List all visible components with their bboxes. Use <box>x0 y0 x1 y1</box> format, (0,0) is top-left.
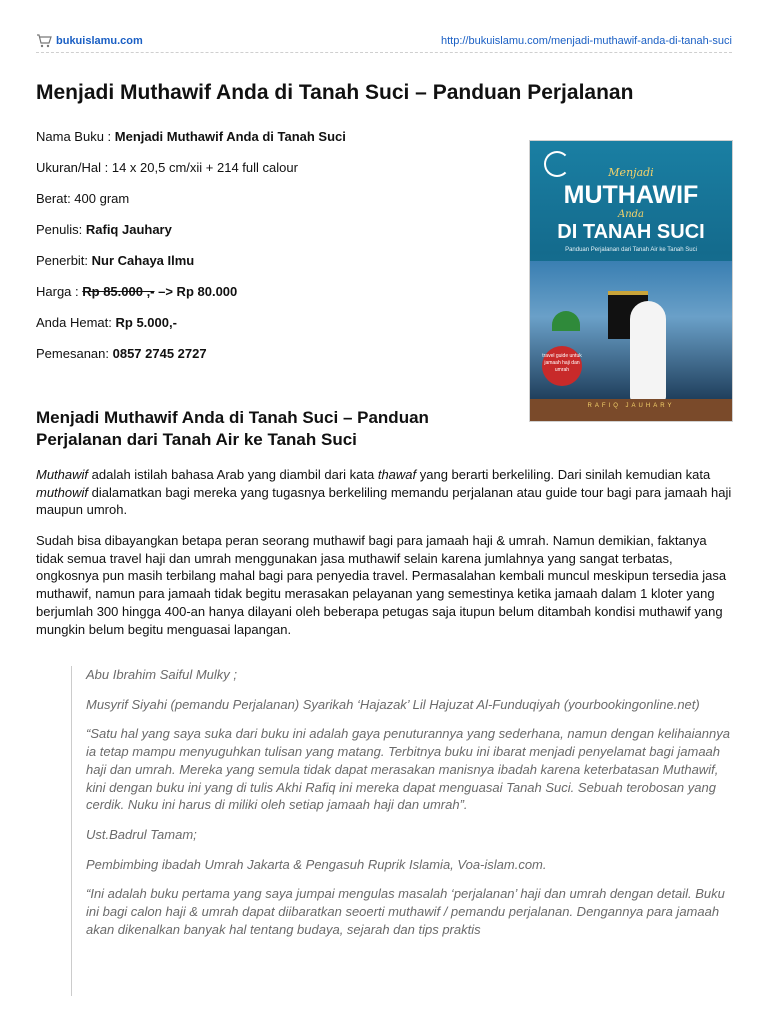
book-cover-image: Menjadi MUTHAWIF Anda DI TANAH SUCI Panduan Perjalanan dari Tanah Air ke Tanah Suci travel guide untuk jamaah haji dan umrah RAFIQ JAUHARY <box>529 140 733 422</box>
book-info <box>36 129 506 377</box>
quote-role-1: Musyrif Siyahi (pemandu Perjalanan) Syarikah ‘Hajazak’ Lil Hajuzat Al-Funduqiyah (yourbookingonline.net) <box>86 696 700 712</box>
site-name[interactable]: bukuislamu.com <box>56 35 143 47</box>
page-url-link[interactable]: http://bukuislamu.com/menjadi-muthawif-anda-di-tanah-suci <box>440 35 732 47</box>
old-price: Rp 85.000 ,- <box>82 284 155 299</box>
info-pemesanan: Pemesanan: 0857 2745 2727 <box>36 346 207 361</box>
quote-role-2: Pembimbing ibadah Umrah Jakarta & Pengasuh Ruprik Islamia, Voa-islam.com. <box>86 856 547 872</box>
info-penulis: Penulis: Rafiq Jauhary <box>36 222 172 237</box>
site-header <box>36 30 732 53</box>
testimonial-blockquote <box>71 666 731 996</box>
cart-icon <box>36 34 52 48</box>
new-price: –> Rp 80.000 <box>154 284 238 299</box>
quote-text-1: “Satu hal yang saya suka dari buku ini adalah gaya penuturannya yang sederhana, namun dengan kelihaiannya ia tetap mampu menyuguhkan tulisan yang matang. Terbitnya buku ini ibarat menjadi penyelamat bagi jamaah haji dan umrah. Mereka yang semula tidak dapat merasakan manisnya ibadah karena keterbatasan Muthawif, kini dengan buku ini yang di tulis Akhi Rafiq ini mereka dapat menguasai Tanah Suci. Sebuah terobosan yang cerdik. Nuku ini harus di miliki oleh setiap jamaah haji dan umrah”. <box>86 726 730 813</box>
quote-author-1: Abu Ibrahim Saiful Mulky ; <box>86 667 238 682</box>
mosque-dome-icon <box>552 311 580 331</box>
paragraph-2: Sudah bisa dibayangkan betapa peran seorang muthawif bagi para jamaah haji & umrah. Namun demikian, faktanya tidak semua travel haji dan umrah menggunakan jasa muthawif selain karena jumlahnya yang sangat terbatas, ongkosnya pun masih terbilang mahal bagi para penyedia travel. Permasalahan kembali muncul meskipun tersedia jasa muthawif, namun para jamaah tidak begitu merasakan pelayanan yang semestinya ketika jamaah dalam 1 kloter yang berjumlah 300 hingga 400-an hanya dilayani oleh beberapa petugas saja itupun belum ditambah kondisi muthawif yang mungkin belum begitu menguasai lapangan. <box>36 533 727 637</box>
info-nama: Nama Buku : Menjadi Muthawif Anda di Tanah Suci <box>36 129 346 144</box>
info-hemat: Anda Hemat: Rp 5.000,- <box>36 315 177 330</box>
site-brand[interactable] <box>36 34 143 48</box>
info-ukuran: Ukuran/Hal : 14 x 20,5 cm/xii + 214 full calour <box>36 160 298 175</box>
quote-author-2: Ust.Badrul Tamam; <box>86 826 197 842</box>
cover-badge: travel guide untuk jamaah haji dan umrah <box>542 346 582 386</box>
page-title: Menjadi Muthawif Anda di Tanah Suci – Panduan Perjalanan <box>36 81 634 104</box>
cover-author: RAFIQ JAUHARY <box>530 399 732 421</box>
info-harga: Harga : Rp 85.000 ,- –> Rp 80.000 <box>36 284 238 299</box>
section-heading: Menjadi Muthawif Anda di Tanah Suci – Panduan Perjalanan dari Tanah Air ke Tanah Suci <box>36 408 429 449</box>
pilgrim-figure-icon <box>630 301 666 401</box>
info-berat: Berat: 400 gram <box>36 191 130 206</box>
paragraph-1: Muthawif adalah istilah bahasa Arab yang diambil dari kata thawaf yang berarti berkeliling. Dari sinilah kemudian kata muthowif dialamatkan bagi mereka yang tugasnya berkeliling memandu perjalanan atau guide tour bagi para jamaah haji maupun umroh. <box>36 467 732 518</box>
quote-text-2: “Ini adalah buku pertama yang saya jumpai mengulas masalah ‘perjalanan’ haji dan umrah dengan detail. Buku ini bagi calon haji & umrah dapat diibaratkan seoerti muthawif / pemandu perjalanan. Dengannya para jamaah akan dikenalkan banyak hal tentang budaya, sejarah dan tips praktis <box>86 886 725 937</box>
info-penerbit: Penerbit: Nur Cahaya Ilmu <box>36 253 195 268</box>
